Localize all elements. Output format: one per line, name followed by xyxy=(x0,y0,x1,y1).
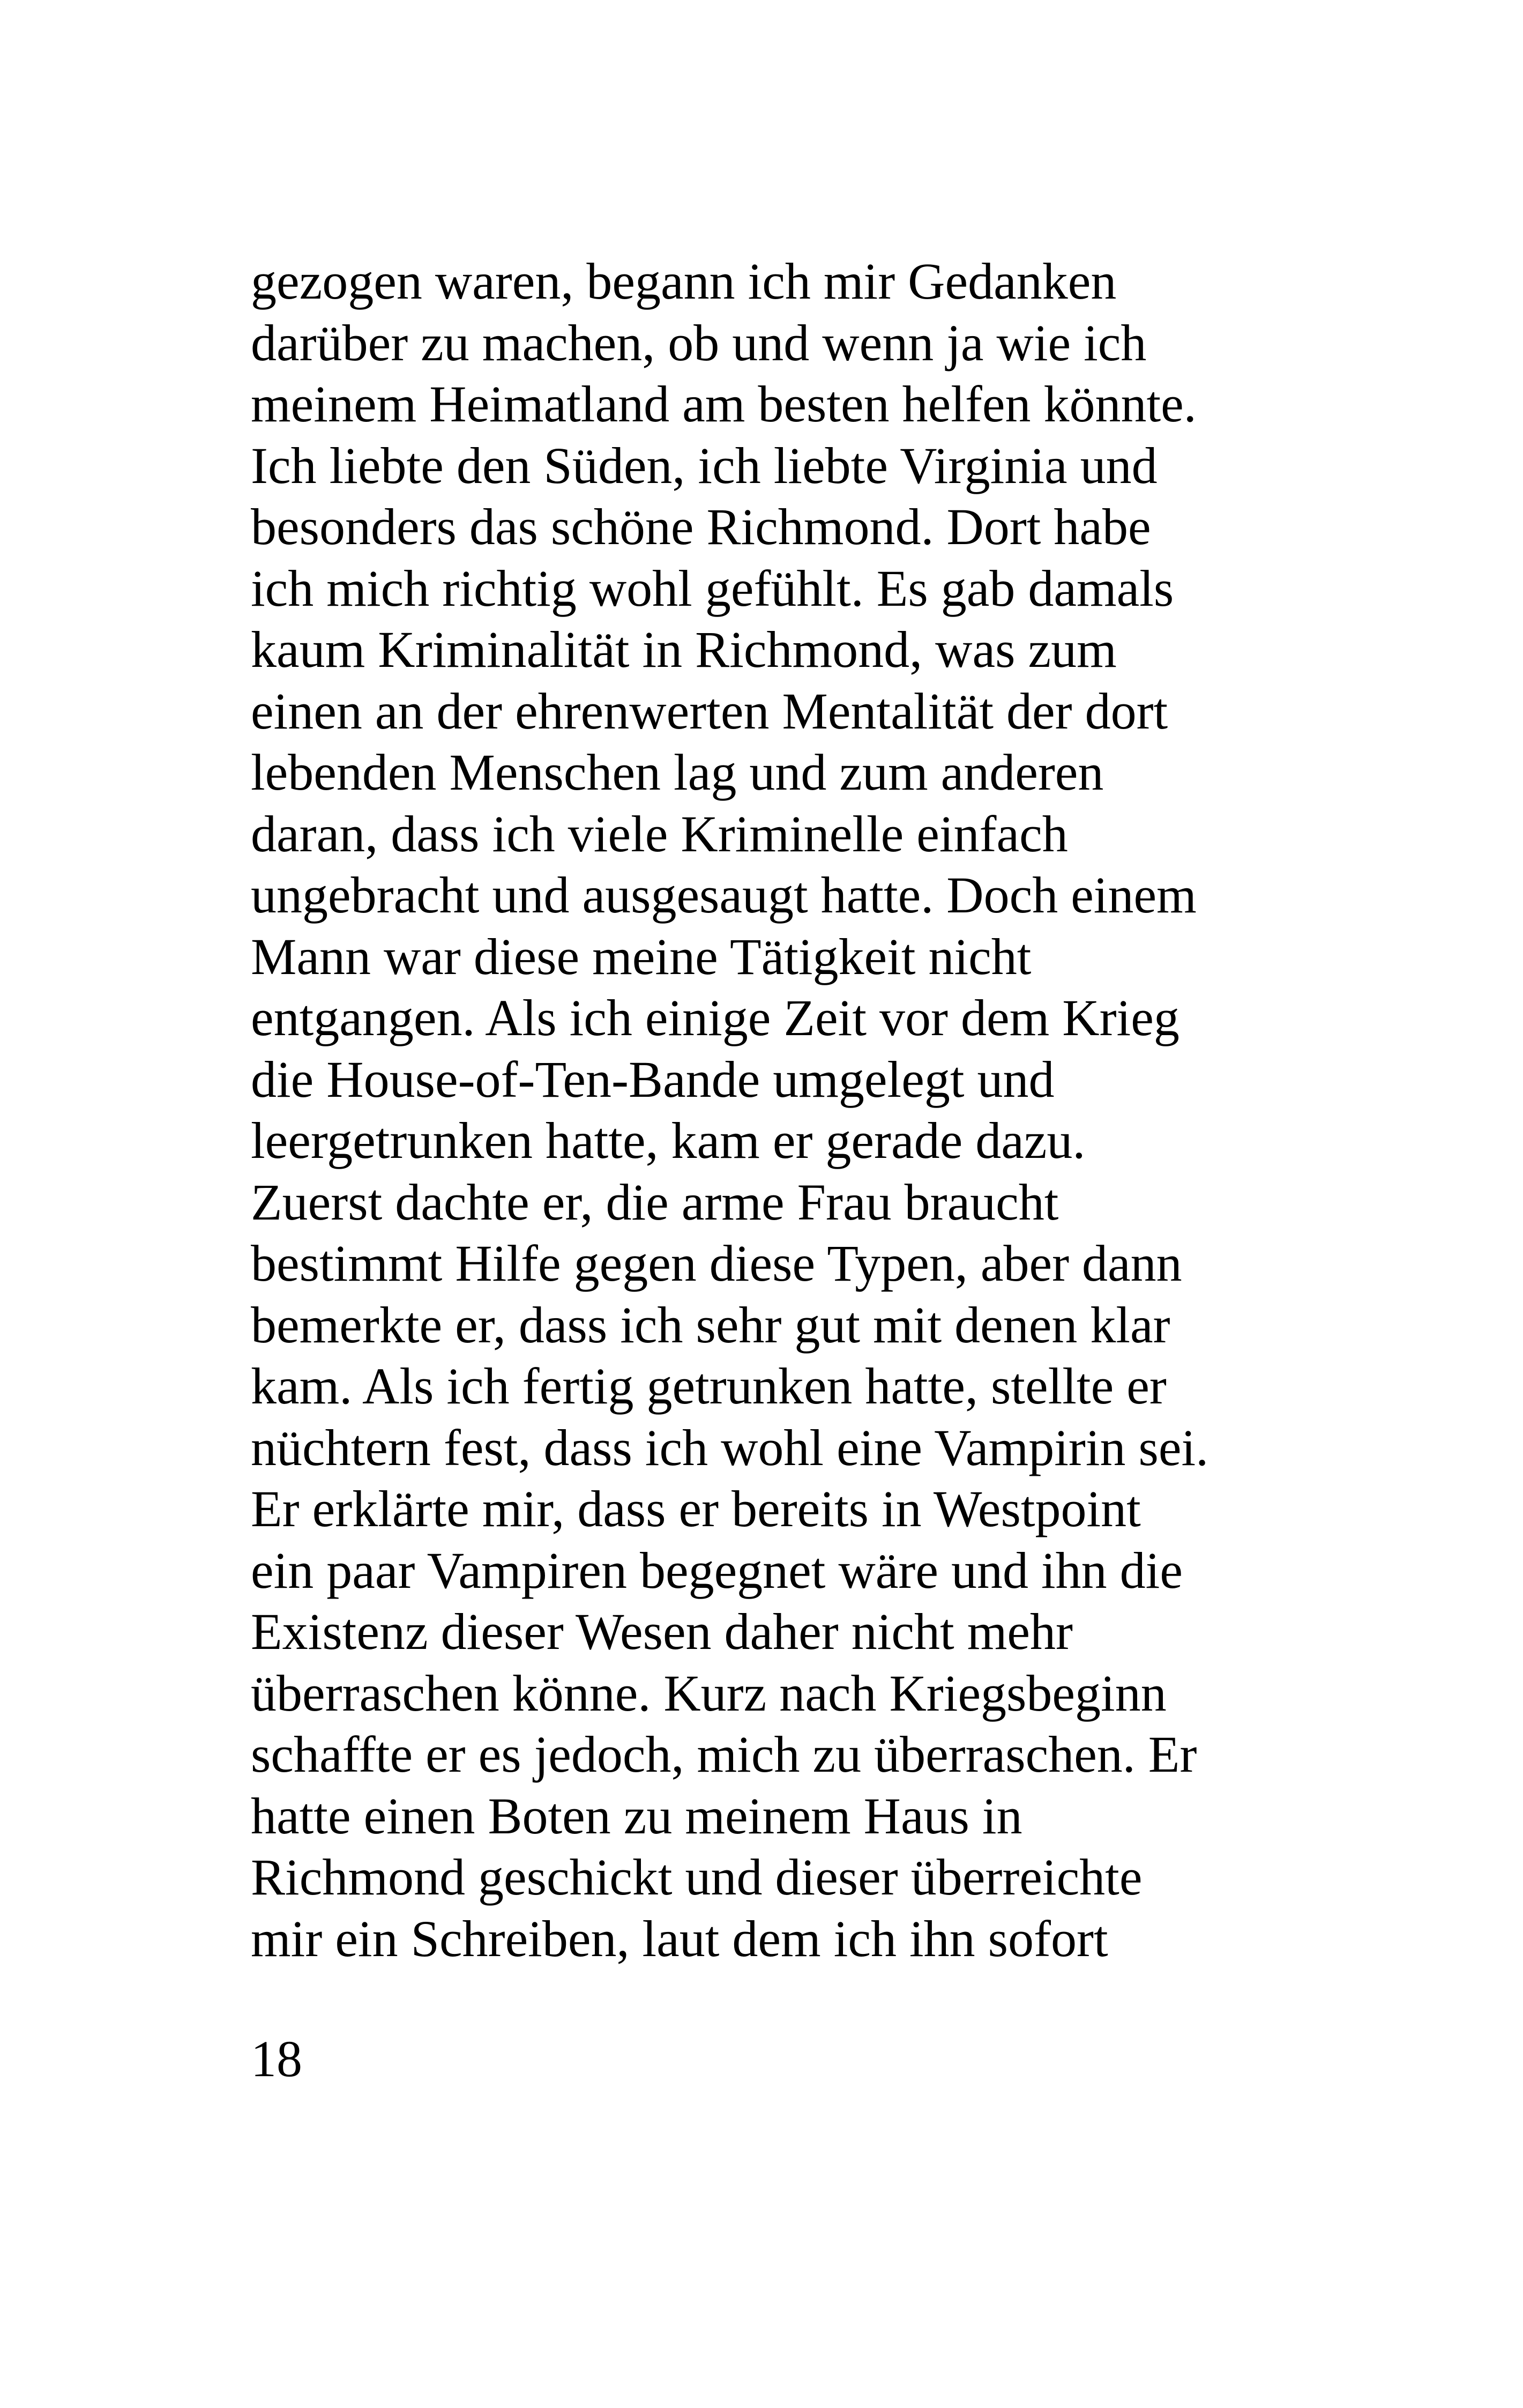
text-line: entgangen. Als ich einige Zeit vor dem Krieg xyxy=(251,989,1179,1046)
text-line: ich mich richtig wohl gefühlt. Es gab damals xyxy=(251,559,1174,617)
text-line: einen an der ehrenwerten Mentalität der dort xyxy=(251,682,1168,740)
text-line: kam. Als ich fertig getrunken hatte, stellte er xyxy=(251,1357,1167,1415)
text-line: gezogen waren, begann ich mir Gedanken xyxy=(251,252,1117,310)
text-line: kaum Kriminalität in Richmond, was zum xyxy=(251,621,1117,678)
text-line: Ich liebte den Süden, ich liebte Virginia und xyxy=(251,436,1158,494)
text-line: schaffte er es jedoch, mich zu überraschen. Er xyxy=(251,1726,1197,1783)
text-line: Mann war diese meine Tätigkeit nicht xyxy=(251,927,1032,985)
text-line: meinem Heimatland am besten helfen könnte. xyxy=(251,375,1197,433)
text-line: bestimmt Hilfe gegen diese Typen, aber dann xyxy=(251,1235,1182,1292)
text-line: lebenden Menschen lag und zum anderen xyxy=(251,744,1104,801)
text-line: leergetrunken hatte, kam er gerade dazu. xyxy=(251,1112,1086,1169)
text-line: bemerkte er, dass ich sehr gut mit denen klar xyxy=(251,1296,1170,1354)
text-line: besonders das schöne Richmond. Dort habe xyxy=(251,498,1151,555)
text-line: Existenz dieser Wesen daher nicht mehr xyxy=(251,1603,1073,1660)
text-line: darüber zu machen, ob und wenn ja wie ich xyxy=(251,314,1147,371)
text-line: ungebracht und ausgesaugt hatte. Doch einem xyxy=(251,866,1197,924)
text-line: daran, dass ich viele Kriminelle einfach xyxy=(251,805,1068,863)
text-line: Er erklärte mir, dass er bereits in Westpoint xyxy=(251,1480,1141,1537)
text-line: die House-of-Ten-Bande umgelegt und xyxy=(251,1050,1055,1108)
text-line: Richmond geschickt und dieser überreichte xyxy=(251,1848,1143,1906)
body-text xyxy=(251,251,1323,1969)
text-line: Zuerst dachte er, die arme Frau braucht xyxy=(251,1173,1059,1231)
text-line: nüchtern fest, dass ich wohl eine Vampirin sei. xyxy=(251,1418,1209,1476)
page-number: 18 xyxy=(251,2030,302,2087)
text-line: hatte einen Boten zu meinem Haus in xyxy=(251,1787,1022,1845)
text-line: ein paar Vampiren begegnet wäre und ihn die xyxy=(251,1541,1183,1599)
text-line: überraschen könne. Kurz nach Kriegsbeginn xyxy=(251,1664,1167,1722)
text-line: mir ein Schreiben, laut dem ich ihn sofort xyxy=(251,1909,1108,1967)
